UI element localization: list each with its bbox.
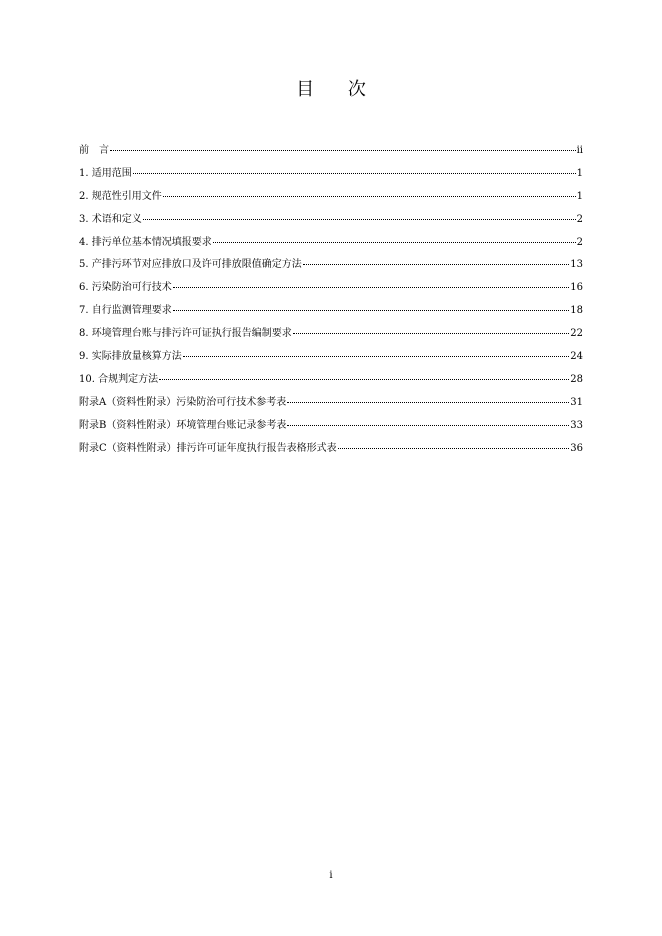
toc-leader-dots <box>338 447 570 449</box>
toc-entry-appendix-b[interactable] <box>79 418 583 441</box>
toc-entry-page: 2 <box>576 213 583 225</box>
toc-leader-dots <box>287 401 569 403</box>
toc-entry-8[interactable] <box>79 326 583 349</box>
toc-entry-label: 1. 适用范围 <box>79 167 132 179</box>
toc-entry-page: 36 <box>570 442 583 454</box>
toc-leader-dots <box>159 378 569 380</box>
toc-entry-label: 7. 自行监测管理要求 <box>79 305 172 317</box>
toc-entry-page: 28 <box>570 373 583 385</box>
toc-entry-label: 9. 实际排放量核算方法 <box>79 351 182 363</box>
toc-entry-6[interactable] <box>79 280 583 303</box>
toc-entry-page: 22 <box>570 328 583 340</box>
toc-leader-dots <box>303 263 570 265</box>
toc-leader-dots <box>213 241 576 243</box>
toc-entry-label: 附录C（资料性附录）排污许可证年度执行报告表格形式表 <box>79 442 337 454</box>
toc-entry-2[interactable] <box>79 189 583 212</box>
toc-entry-appendix-c[interactable] <box>79 441 583 464</box>
toc-leader-dots <box>143 218 576 220</box>
toc-entry-page: 1 <box>576 167 583 179</box>
toc-entry-page: 13 <box>570 259 583 271</box>
toc-entry-appendix-a[interactable] <box>79 395 583 418</box>
toc-leader-dots <box>110 149 576 151</box>
toc-entry-label: 前 言 <box>79 145 109 156</box>
toc-entry-page: ii <box>576 145 583 156</box>
toc-entry-label: 6. 污染防治可行技术 <box>79 282 172 294</box>
toc-leader-dots <box>133 172 576 174</box>
toc-leader-dots <box>163 195 576 197</box>
toc-entry-preface[interactable] <box>79 143 583 166</box>
toc-entry-label: 附录B（资料性附录）环境管理台账记录参考表 <box>79 419 287 431</box>
toc-entry-page: 33 <box>570 419 583 431</box>
toc-entry-9[interactable] <box>79 349 583 372</box>
toc-entry-4[interactable] <box>79 235 583 258</box>
toc-entry-page: 24 <box>570 351 583 363</box>
toc-entry-label: 10. 合规判定方法 <box>79 373 159 385</box>
toc-entry-label: 5. 产排污环节对应排放口及许可排放限值确定方法 <box>79 259 302 271</box>
toc-entry-10[interactable] <box>79 372 583 395</box>
toc-entry-7[interactable] <box>79 303 583 326</box>
toc-entry-label: 8. 环境管理台账与排污许可证执行报告编制要求 <box>79 328 292 340</box>
toc-entry-label: 4. 排污单位基本情况填报要求 <box>79 236 212 248</box>
toc-entry-1[interactable] <box>79 166 583 189</box>
toc-entry-page: 1 <box>576 190 583 202</box>
toc-leader-dots <box>173 309 570 311</box>
toc-entry-3[interactable] <box>79 212 583 235</box>
toc-entry-page: 16 <box>570 282 583 294</box>
toc-leader-dots <box>293 332 570 334</box>
toc-entry-page: 31 <box>570 396 583 408</box>
toc-entry-5[interactable] <box>79 257 583 280</box>
page-number: i <box>329 870 333 881</box>
table-of-contents <box>79 143 583 463</box>
toc-entry-page: 2 <box>576 236 583 248</box>
toc-entry-label: 2. 规范性引用文件 <box>79 190 162 202</box>
toc-leader-dots <box>287 424 569 426</box>
toc-entry-label: 附录A（资料性附录）污染防治可行技术参考表 <box>79 396 287 408</box>
toc-leader-dots <box>173 286 570 288</box>
toc-leader-dots <box>183 355 570 357</box>
page-title: 目 次 <box>296 79 380 100</box>
toc-entry-page: 18 <box>570 305 583 317</box>
toc-entry-label: 3. 术语和定义 <box>79 213 142 225</box>
